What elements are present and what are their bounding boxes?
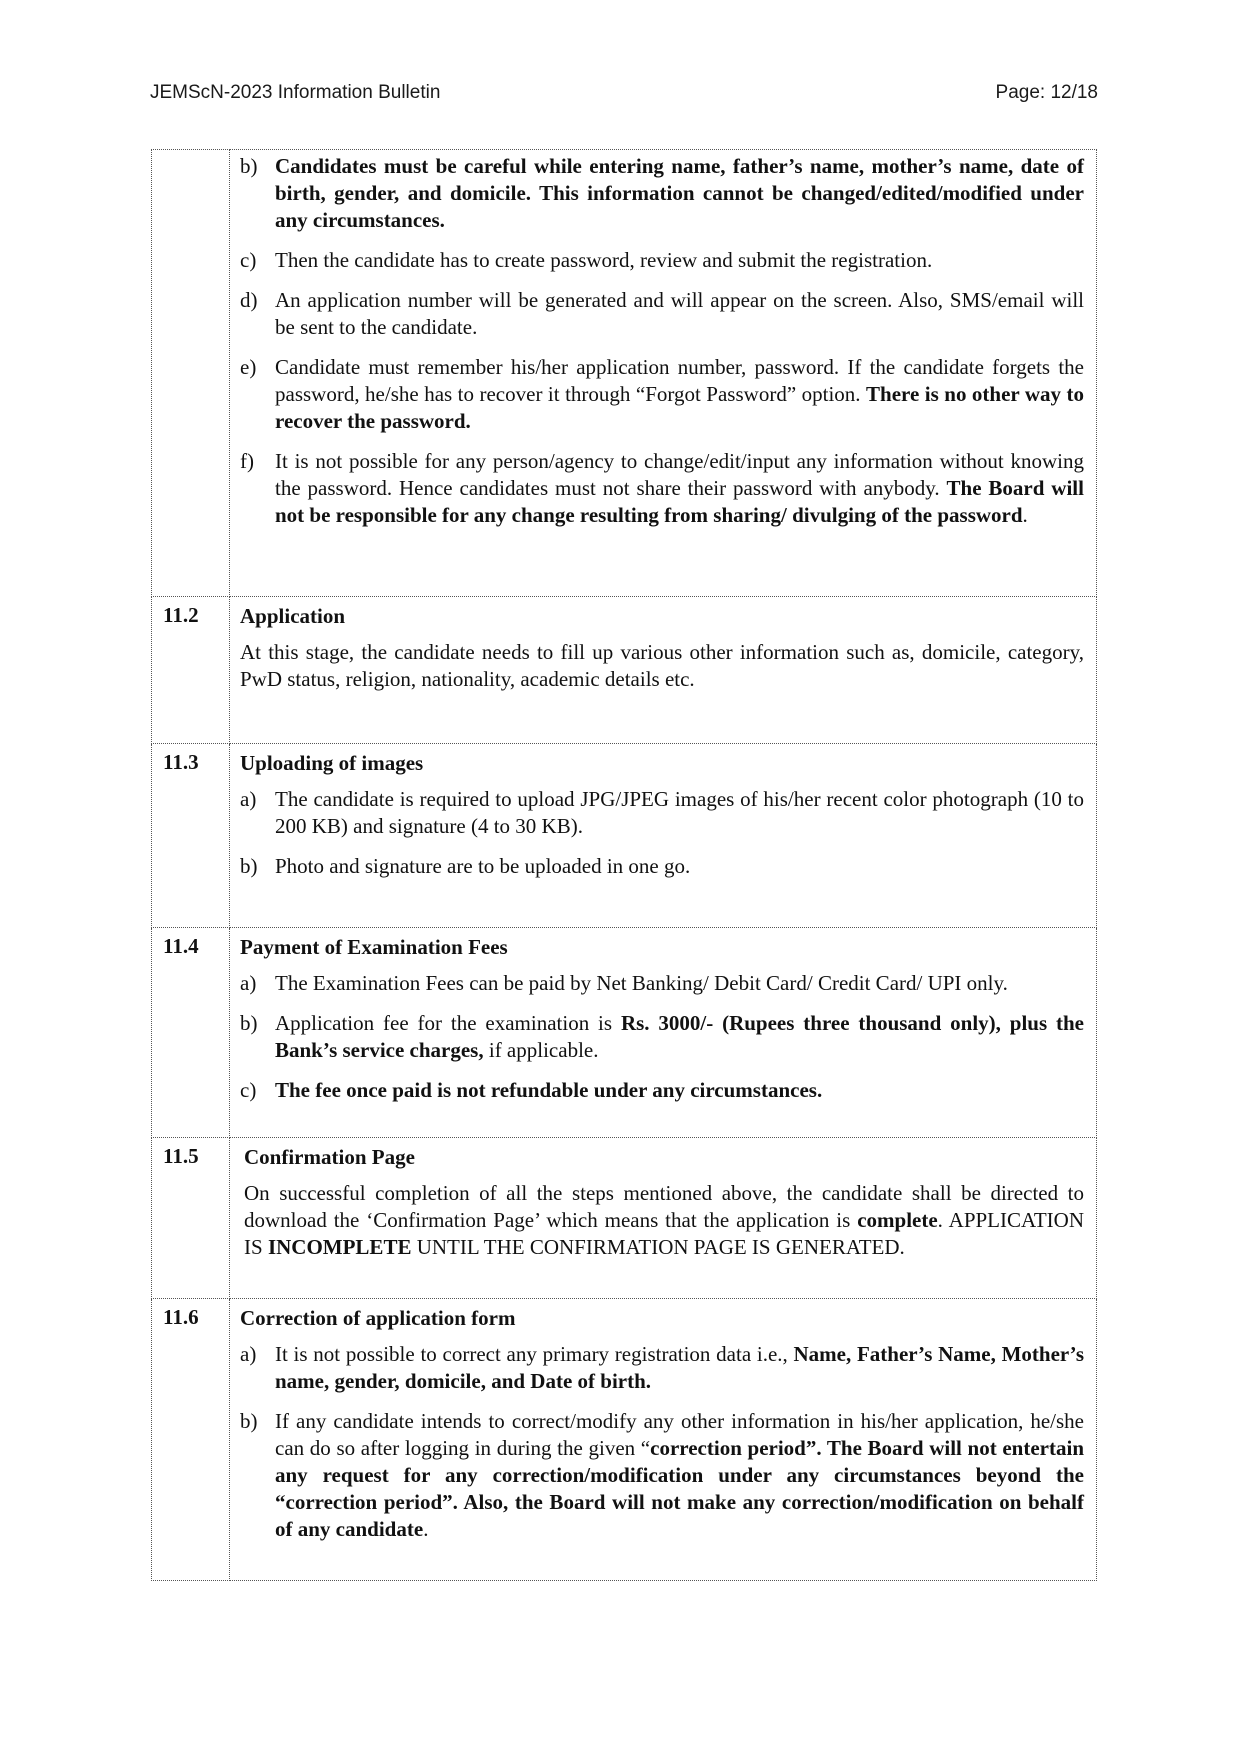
section-title: Application bbox=[240, 604, 346, 628]
section-title: Correction of application form bbox=[240, 1306, 516, 1330]
section-number: 11.6 bbox=[152, 1299, 230, 1581]
section-body-cell bbox=[230, 597, 1097, 744]
page-number: Page: 12/18 bbox=[995, 82, 1098, 103]
bulletin-title: JEMScN-2023 Information Bulletin bbox=[150, 82, 441, 103]
section-text: At this stage, the candidate needs to fill up various other information such as, domicile, category, PwD status, religion, nationality, academic details etc. bbox=[240, 640, 1084, 691]
sections-table bbox=[151, 149, 1097, 1581]
section-row-11-2 bbox=[152, 597, 1097, 744]
uploading-list bbox=[240, 786, 1084, 880]
section-row-11-4 bbox=[152, 928, 1097, 1138]
section-body-cell bbox=[230, 928, 1097, 1138]
section-title: Uploading of images bbox=[240, 751, 424, 775]
list-item: c) The fee once paid is not refundable under any circumstances. bbox=[240, 1078, 823, 1102]
section-title: Payment of Examination Fees bbox=[240, 935, 508, 959]
fees-list bbox=[240, 970, 1084, 1104]
list-item: a) The candidate is required to upload JPG/JPEG images of his/her recent color photograph (10 to 200 KB) and signature (4 to 30 KB). bbox=[240, 787, 1084, 838]
section-body-cell bbox=[230, 1299, 1097, 1581]
list-item: b) Photo and signature are to be uploaded in one go. bbox=[240, 854, 691, 878]
section-number-cell bbox=[152, 150, 230, 597]
section-number: 11.4 bbox=[152, 928, 230, 1138]
section-number: 11.2 bbox=[152, 597, 230, 744]
section-body-cell bbox=[230, 744, 1097, 928]
section-row-11-3 bbox=[152, 744, 1097, 928]
registration-list bbox=[240, 153, 1084, 529]
section-body-cell bbox=[230, 150, 1097, 597]
section-number: 11.3 bbox=[152, 744, 230, 928]
section-row-registration-cont bbox=[152, 150, 1097, 597]
list-item: f) It is not possible for any person/agency to change/edit/input any information without knowing the password. Hence candidates must not share their password with anybody. The Board will not be responsible for any change resulting from sharing/ divulging of the password. bbox=[240, 449, 1084, 527]
section-row-11-6 bbox=[152, 1299, 1097, 1581]
list-item: b) Application fee for the examination is Rs. 3000/- (Rupees three thousand only), plus the Bank’s service charges, if applicable. bbox=[240, 1011, 1085, 1062]
correction-list bbox=[240, 1341, 1084, 1543]
list-item: d) An application number will be generated and will appear on the screen. Also, SMS/email will be sent to the candidate. bbox=[240, 288, 1084, 339]
list-item: b) Candidates must be careful while entering name, father’s name, mother’s name, date of birth, gender, and domicile. This information cannot be changed/edited/modified under any circumstances. bbox=[240, 154, 1084, 232]
list-item: e) Candidate must remember his/her application number, password. If the candidate forgets the password, he/she has to recover it through “Forgot Password” option. There is no other way to recover the password. bbox=[240, 355, 1084, 433]
section-body-cell bbox=[230, 1138, 1097, 1299]
section-title: Confirmation Page bbox=[244, 1145, 415, 1169]
list-item: a) It is not possible to correct any primary registration data i.e., Name, Father’s Name, Mother’s name, gender, domicile, and Date of birth. bbox=[240, 1342, 1084, 1393]
section-number: 11.5 bbox=[152, 1138, 230, 1299]
list-item: b) If any candidate intends to correct/modify any other information in his/her application, he/she can do so after logging in during the given “correction period”. The Board will not entertain any request for any correction/modification under any circumstances beyond the “correction period”. Also, the Board will not make any correction/modification on behalf of any candidate. bbox=[240, 1409, 1084, 1541]
page-header bbox=[150, 82, 1098, 112]
list-item: c) Then the candidate has to create password, review and submit the registration. bbox=[240, 248, 933, 272]
section-row-11-5 bbox=[152, 1138, 1097, 1299]
section-text: On successful completion of all the steps mentioned above, the candidate shall be directed to download the ‘Confirmation Page’ which means that the application is complete. APPLICATION IS INCOMPLETE UNTIL THE CONFIRMATION PAGE IS GENERATED. bbox=[244, 1181, 1084, 1259]
list-item: a) The Examination Fees can be paid by Net Banking/ Debit Card/ Credit Card/ UPI only. bbox=[240, 971, 1008, 995]
